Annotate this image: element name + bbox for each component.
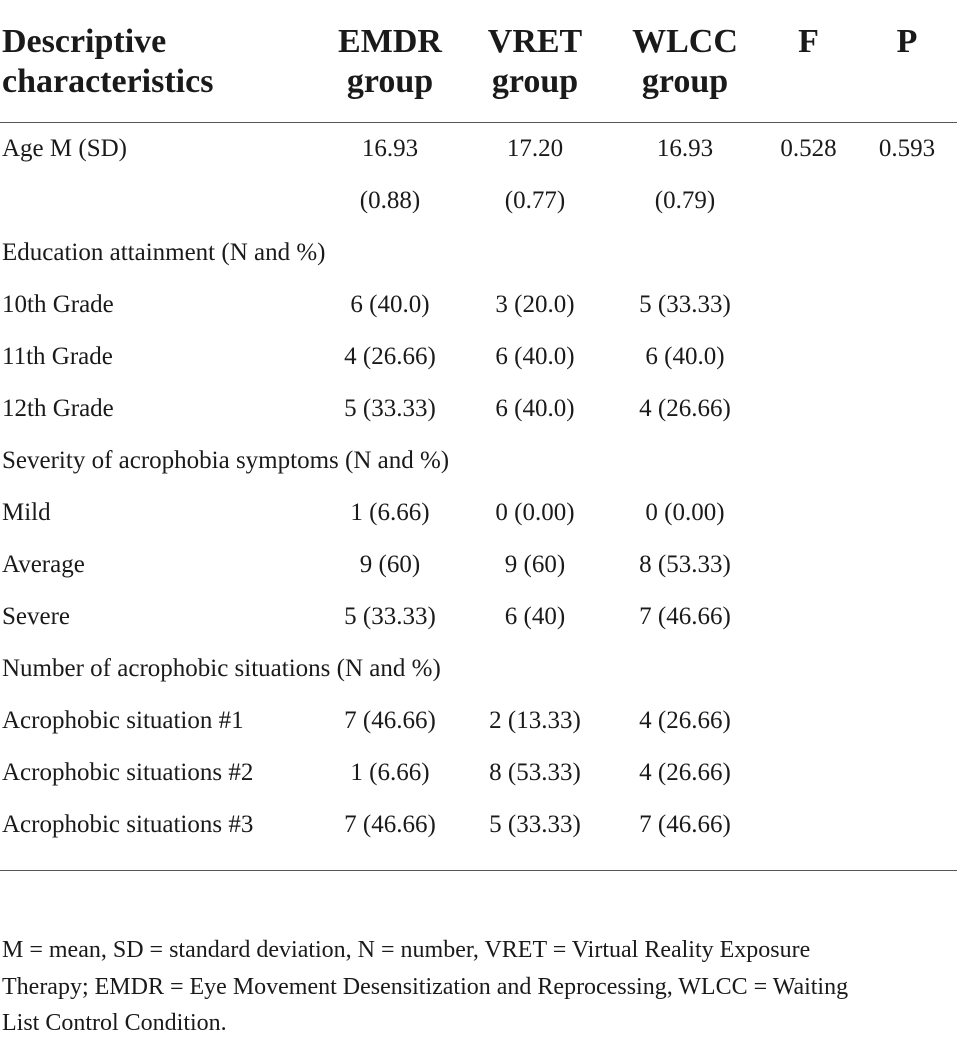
- table-cell: 9 (60): [359, 551, 421, 578]
- table-row: [0, 747, 957, 799]
- footnote-line: List Control Condition.: [2, 1010, 227, 1036]
- row-label: 10th Grade: [2, 291, 114, 318]
- table-row: [0, 539, 957, 591]
- section-row: [0, 643, 957, 695]
- table-row: [0, 383, 957, 435]
- table-cell: 7 (46.66): [344, 811, 436, 838]
- table-row: [0, 799, 957, 859]
- section-label: Number of acrophobic situations (N and %): [2, 655, 441, 682]
- row-label: Acrophobic situations #2: [2, 759, 254, 786]
- table-cell: 6 (40.0): [495, 343, 575, 370]
- table-cell: 3 (20.0): [495, 291, 575, 318]
- table-cell: 0.593: [878, 135, 936, 162]
- row-label: Acrophobic situation #1: [2, 707, 244, 734]
- table-row: [0, 175, 957, 227]
- table-cell: (0.79): [654, 187, 716, 214]
- table-cell: 4 (26.66): [639, 759, 731, 786]
- table-row: [0, 331, 957, 383]
- row-label: Average: [2, 551, 85, 578]
- table-row: [0, 695, 957, 747]
- table-cell: 0 (0.00): [495, 499, 575, 526]
- table-header: [0, 0, 957, 123]
- table-footnote: [2, 932, 947, 1042]
- table-cell: 9 (60): [504, 551, 566, 578]
- table-cell: [857, 695, 957, 747]
- header-f: F: [760, 0, 857, 123]
- table-cell: [857, 487, 957, 539]
- table-cell: [760, 539, 857, 591]
- table-cell: [760, 383, 857, 435]
- section-label: Severity of acrophobia symptoms (N and %): [2, 447, 450, 474]
- row-label: 11th Grade: [2, 343, 113, 370]
- table-cell: [760, 331, 857, 383]
- table-cell: 2 (13.33): [489, 707, 581, 734]
- table-body: [0, 123, 957, 860]
- table-cell: (0.77): [504, 187, 566, 214]
- table-cell: 16.93: [656, 135, 714, 162]
- table-cell: 6 (40): [504, 603, 566, 630]
- table-cell: 5 (33.33): [344, 603, 436, 630]
- table-cell: [857, 383, 957, 435]
- table-cell: [760, 487, 857, 539]
- table-cell: 4 (26.66): [639, 707, 731, 734]
- table-cell: (0.88): [359, 187, 421, 214]
- header-descriptive-characteristics: Descriptive characteristics: [0, 0, 320, 123]
- table-cell: [760, 279, 857, 331]
- table-cell: [857, 539, 957, 591]
- table-row: [0, 123, 957, 176]
- row-label: Severe: [2, 603, 71, 630]
- table-cell: 6 (40.0): [645, 343, 725, 370]
- row-label: Age M (SD): [2, 135, 127, 162]
- table-cell: [760, 799, 857, 859]
- row-label: Mild: [2, 499, 51, 526]
- table-cell: [857, 799, 957, 859]
- table-cell: 8 (53.33): [489, 759, 581, 786]
- table-cell: [760, 695, 857, 747]
- table-row: [0, 487, 957, 539]
- table-cell: 7 (46.66): [344, 707, 436, 734]
- table-cell: 5 (33.33): [489, 811, 581, 838]
- table-cell: [857, 747, 957, 799]
- table-cell: 5 (33.33): [639, 291, 731, 318]
- table-cell: 6 (40.0): [495, 395, 575, 422]
- footnote-line: M = mean, SD = standard deviation, N = number, VRET = Virtual Reality Exposure: [2, 937, 811, 963]
- table-cell: [760, 175, 857, 227]
- footnote-line: Therapy; EMDR = Eye Movement Desensitization and Reprocessing, WLCC = Waiting: [2, 973, 849, 1000]
- table-cell: 1 (6.66): [350, 499, 430, 526]
- table-row: [0, 591, 957, 643]
- table-cell: 8 (53.33): [639, 551, 731, 578]
- header-row: [0, 0, 957, 123]
- section-label: Education attainment (N and %): [2, 239, 326, 266]
- header-p: P: [857, 0, 957, 123]
- header-vret-group: VRET group: [460, 0, 610, 123]
- table-cell: 4 (26.66): [639, 395, 731, 422]
- table-cell: 7 (46.66): [639, 811, 731, 838]
- table-cell: [760, 591, 857, 643]
- table-cell: 0 (0.00): [645, 499, 725, 526]
- table-cell: [857, 279, 957, 331]
- table-cell: 0.528: [780, 135, 837, 162]
- table-cell: [760, 747, 857, 799]
- header-wlcc-group: WLCC group: [610, 0, 760, 123]
- row-label: 12th Grade: [2, 395, 114, 422]
- table-bottom-rule: [0, 870, 957, 871]
- table-cell: [857, 591, 957, 643]
- table-cell: 6 (40.0): [350, 291, 430, 318]
- header-emdr-group: EMDR group: [320, 0, 460, 123]
- table-cell: 1 (6.66): [350, 759, 430, 786]
- table-cell: 4 (26.66): [344, 343, 436, 370]
- table-cell: 7 (46.66): [639, 603, 731, 630]
- table-cell: 16.93: [361, 135, 419, 162]
- row-label: Acrophobic situations #3: [2, 811, 254, 838]
- section-row: [0, 227, 957, 279]
- table-cell: [857, 175, 957, 227]
- table-cell: [857, 331, 957, 383]
- table-cell: 5 (33.33): [344, 395, 436, 422]
- table-row: [0, 279, 957, 331]
- row-label: [0, 175, 320, 227]
- section-row: [0, 435, 957, 487]
- table-cell: 17.20: [506, 135, 564, 162]
